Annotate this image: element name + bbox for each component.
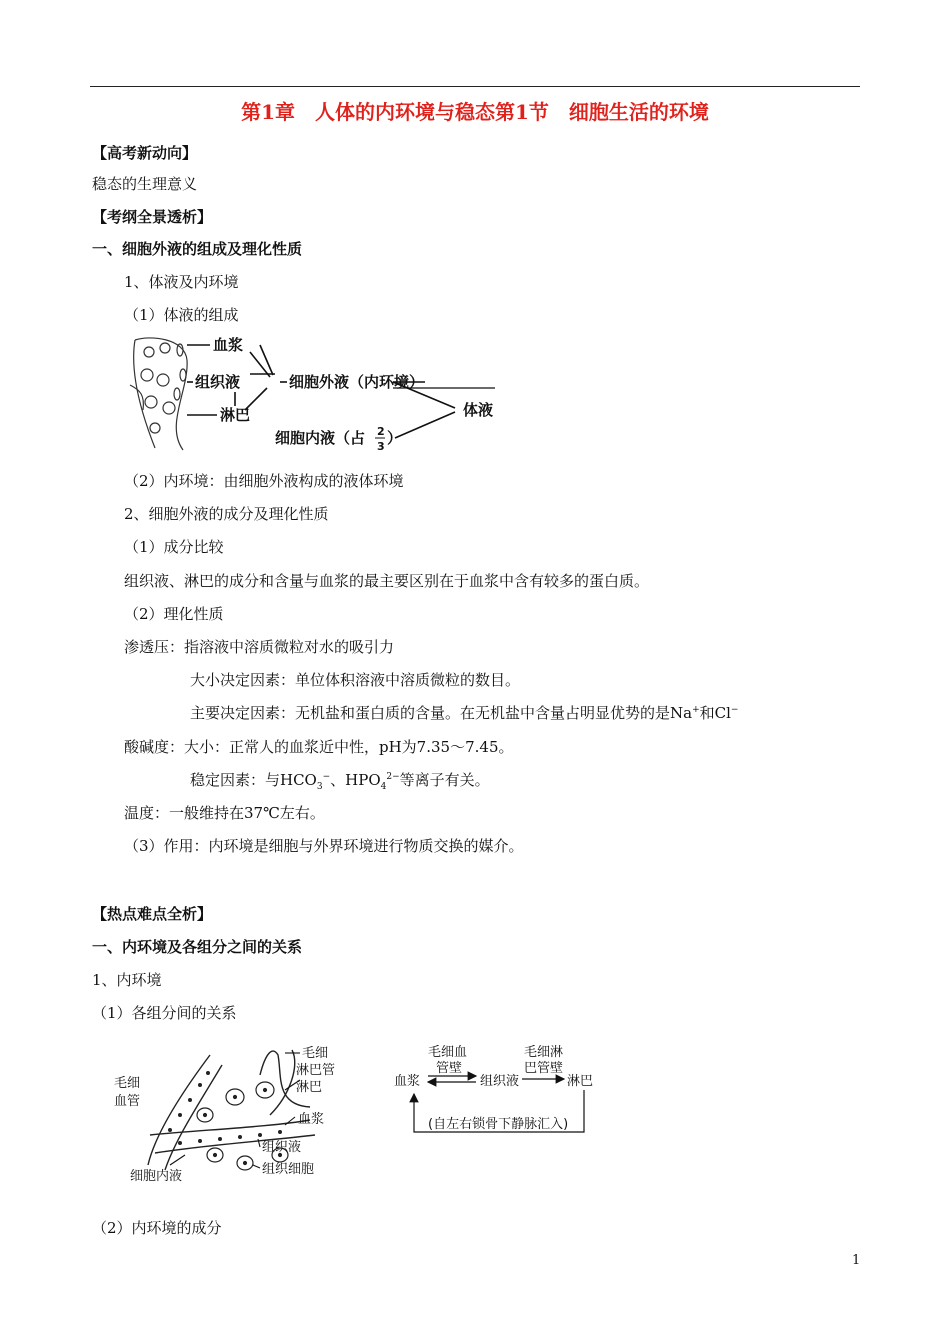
ph-stable-line: 稳定因素：与$HCO_3^-$、$HPO_4^{2-}$等离子有关。 bbox=[190, 771, 490, 792]
label-body-fluid: 体液 bbox=[463, 401, 494, 419]
item1: 1、体液及内环境 bbox=[124, 273, 239, 291]
hot-heading: 【热点难点全析】 bbox=[92, 905, 213, 923]
label-intracellular: 细胞内液 bbox=[130, 1169, 183, 1184]
label-tissue-fluid: 组织液 bbox=[195, 373, 241, 391]
label-wall1-2: 管壁 bbox=[436, 1061, 463, 1076]
label-plasma: 血浆 bbox=[394, 1074, 421, 1089]
body-fluid-diagram bbox=[125, 330, 500, 455]
label-plasma: 血浆 bbox=[298, 1112, 325, 1127]
label-tissue-fluid: 组织液 bbox=[262, 1140, 302, 1155]
osmotic-line: 渗透压：指溶液中溶质微粒对水的吸引力 bbox=[124, 638, 395, 656]
hot-item1-2: （2）内环境的成分 bbox=[92, 1219, 222, 1237]
label-plasma: 血浆 bbox=[213, 336, 244, 354]
label-lymph-capillary-1: 毛细 bbox=[302, 1046, 329, 1061]
tissue-relation-diagram bbox=[110, 1035, 360, 1190]
item2-1: （1）成分比较 bbox=[124, 538, 224, 556]
part1-heading: 一、细胞外液的组成及理化性质 bbox=[92, 240, 303, 258]
label-lymph-capillary-2: 淋巴管 bbox=[296, 1063, 336, 1078]
item2-2: （2）理化性质 bbox=[124, 605, 224, 623]
tissue-cells bbox=[197, 1082, 288, 1170]
part2-heading: 一、内环境及各组分之间的关系 bbox=[92, 938, 303, 956]
kaogang-heading: 【考纲全景透析】 bbox=[92, 208, 213, 226]
hot-item1-1: （1）各组分间的关系 bbox=[92, 1004, 237, 1022]
item1-1: （1）体液的组成 bbox=[124, 306, 239, 324]
label-lymph: 淋巴 bbox=[220, 406, 251, 424]
page-title: 第1章 人体的内环境与稳态第1节 细胞生活的环境 bbox=[241, 100, 709, 124]
label-return-note: (自左右锁骨下静脉汇入) bbox=[428, 1117, 569, 1132]
tissue-illustration bbox=[130, 338, 187, 450]
item2-3: （3）作用：内环境是细胞与外界环境进行物质交换的媒介。 bbox=[124, 837, 524, 855]
header-rule bbox=[90, 86, 860, 87]
label-extracellular: 细胞外液（内环境） bbox=[289, 373, 425, 391]
hot-item1: 1、内环境 bbox=[92, 971, 162, 989]
label-close-paren: ） bbox=[387, 429, 403, 447]
temperature-line: 温度：一般维持在37℃左右。 bbox=[124, 804, 325, 822]
label-wall2-2: 巴管壁 bbox=[524, 1061, 564, 1076]
label-tissue-fluid: 组织液 bbox=[480, 1074, 520, 1089]
gaokao-text: 稳态的生理意义 bbox=[92, 175, 198, 193]
label-intracellular: 细胞内液（占 bbox=[275, 429, 366, 447]
osmotic-main-line: 主要决定因素：无机盐和蛋白质的含量。在无机盐中含量占明显优势的是Na+和Cl− bbox=[190, 704, 739, 722]
label-tissue-cell: 组织细胞 bbox=[262, 1162, 315, 1177]
fraction-denominator: 3 bbox=[377, 440, 385, 453]
item1-2: （2）内环境：由细胞外液构成的液体环境 bbox=[124, 472, 404, 490]
osmotic-size-line: 大小决定因素：单位体积溶液中溶质微粒的数目。 bbox=[190, 671, 521, 689]
label-lymph: 淋巴 bbox=[296, 1080, 323, 1095]
label-wall1-1: 毛细血 bbox=[428, 1045, 468, 1060]
label-lymph: 淋巴 bbox=[567, 1074, 594, 1089]
page-number: 1 bbox=[852, 1253, 861, 1268]
diagram1-arrows bbox=[187, 345, 455, 438]
item2: 2、细胞外液的成分及理化性质 bbox=[124, 505, 329, 523]
ph-line: 酸碱度：大小：正常人的血浆近中性，pH为7.35～7.45。 bbox=[124, 738, 514, 756]
label-capillary-1: 毛细 bbox=[114, 1076, 141, 1091]
gaokao-heading: 【高考新动向】 bbox=[92, 144, 198, 162]
fraction-numerator: 2 bbox=[377, 425, 385, 438]
fluid-flow-diagram bbox=[392, 1040, 607, 1140]
label-capillary-2: 血管 bbox=[114, 1094, 141, 1109]
label-wall2-1: 毛细淋 bbox=[524, 1045, 564, 1060]
item2-1-text: 组织液、淋巴的成分和含量与血浆的最主要区别在于血浆中含有较多的蛋白质。 bbox=[124, 572, 650, 590]
